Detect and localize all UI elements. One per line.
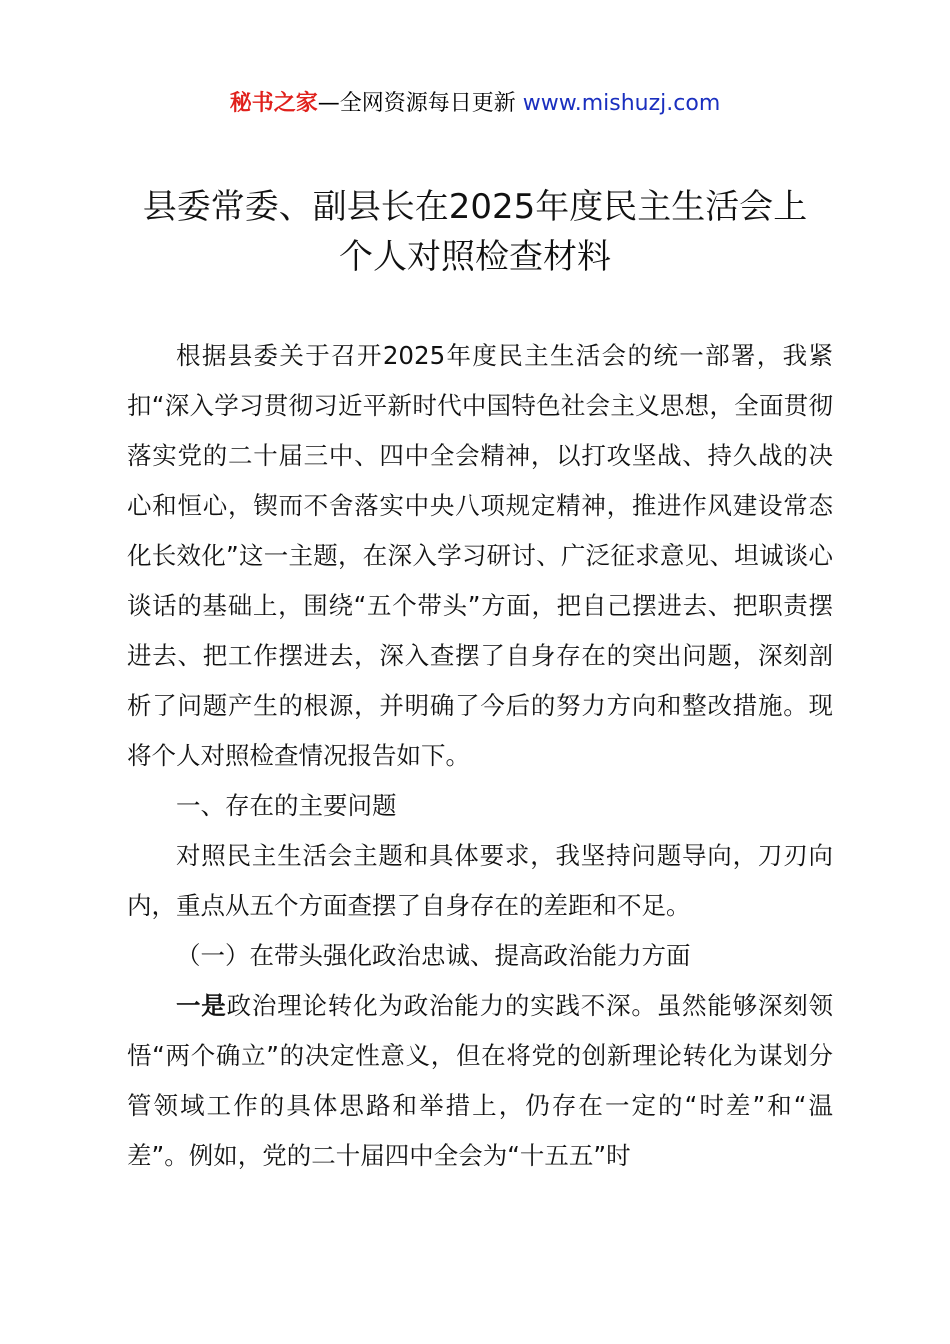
point-text: 政治理论转化为政治能力的实践不深。虽然能够深刻领悟“两个确立”的决定性意义，但在将党的创新理论转化为谋划分管领域工作的具体思路和举措上，仍存在一定的“时差”和“温差”。例如，党的二十届四中全会为“十五五”时: [127, 991, 834, 1170]
intro-paragraph: 根据县委关于召开2025年度民主生活会的统一部署，我紧扣“深入学习贯彻习近平新时代中国特色社会主义思想，全面贯彻落实党的二十届三中、四中全会精神，以打攻坚战、持久战的决心和恒心，锲而不舍落实中央八项规定精神，推进作风建设常态化长效化”这一主题，在深入学习研讨、广泛征求意见、坦诚谈心谈话的基础上，围绕“五个带头”方面，把自己摆进去、把职责摆进去、把工作摆进去，深入查摆了自身存在的突出问题，深刻剖析了问题产生的根源，并明确了今后的努力方向和整改措施。现将个人对照检查情况报告如下。: [127, 341, 833, 770]
section-intro-paragraph: 对照民主生活会主题和具体要求，我坚持问题导向，刀刃向内，重点从五个方面查摆了自身存在的差距和不足。: [127, 841, 833, 920]
site-url-link[interactable]: www.mishuzj.com: [522, 91, 721, 116]
point-lead: 一是: [176, 991, 227, 1020]
subsection-heading-political: （一）在带头强化政治忠诚、提高政治能力方面: [176, 941, 691, 970]
document-title: [60, 182, 890, 282]
point-paragraph: [127, 981, 833, 1181]
site-header: [0, 88, 950, 120]
title-line-2: 个人对照检查材料: [339, 237, 611, 277]
title-line-1: 县委常委、副县长在2025年度民主生活会上: [142, 187, 808, 227]
site-tagline: —全网资源每日更新: [317, 91, 516, 116]
section-heading-problems: 一、存在的主要问题: [176, 791, 397, 820]
site-brand: 秘书之家: [229, 91, 318, 116]
document-body: [127, 331, 833, 1181]
